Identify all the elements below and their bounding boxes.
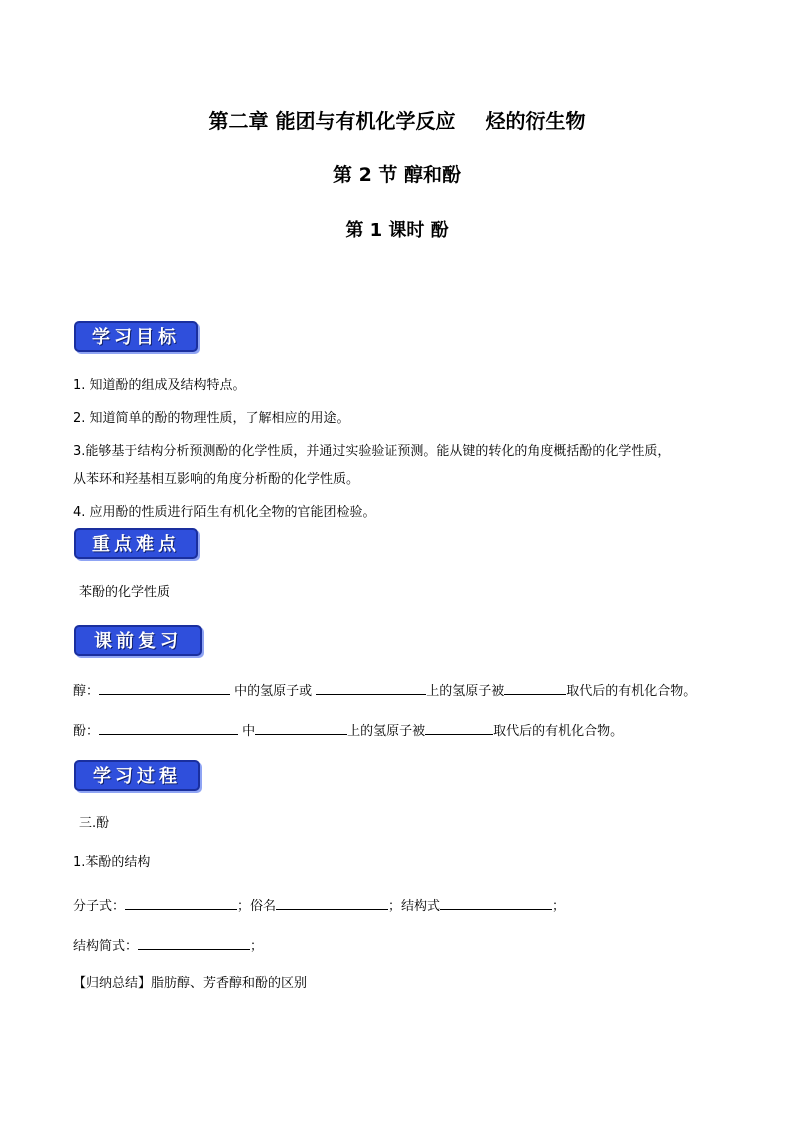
section-title: 第 2 节 醇和酚 — [332, 164, 462, 186]
blank-phenol-2[interactable] — [255, 720, 347, 735]
chapter-title-main: 第二章 能团与有机化学反应 — [208, 109, 456, 133]
alcohol-mid2: 上的氢原子被 — [426, 684, 505, 699]
formula-line — [73, 895, 565, 916]
simplified-formula-end: ； — [250, 939, 264, 954]
blank-simplified-formula[interactable] — [138, 935, 250, 950]
objective-item: 2. 知道简单的酚的物理性质，了解相应的用途。 — [73, 411, 350, 426]
key-points-badge-label: 重点难点 — [92, 534, 180, 555]
objective-item-continuation: 从苯环和羟基相互影响的角度分析酚的化学性质。 — [73, 472, 360, 487]
objectives-badge — [74, 321, 198, 352]
structural-formula-label: ；结构式 — [388, 899, 441, 914]
blank-phenol-3[interactable] — [425, 720, 493, 735]
key-points-badge — [74, 528, 198, 559]
summary-heading: 【归纳总结】脂肪醇、芳香醇和酚的区别 — [73, 976, 308, 991]
objective-item: 1. 知道酚的组成及结构特点。 — [73, 378, 246, 393]
blank-phenol-1[interactable] — [99, 720, 238, 735]
lesson-title: 第 1 课时 酚 — [345, 220, 449, 241]
common-name-label: ；俗名 — [237, 899, 277, 914]
process-badge-label: 学习过程 — [93, 766, 181, 787]
formula-line-end: ； — [552, 899, 566, 914]
phenol-tail: 取代后的有机化合物。 — [493, 724, 624, 739]
review-phenol-line — [73, 720, 623, 741]
alcohol-mid1: 中的氢原子或 — [230, 684, 317, 699]
blank-alcohol-2[interactable] — [316, 680, 426, 695]
review-alcohol-line — [73, 680, 696, 701]
alcohol-lead: 醇： — [73, 684, 100, 699]
simplified-formula-line — [73, 935, 263, 956]
blank-alcohol-1[interactable] — [99, 680, 230, 695]
objective-item: 3.能够基于结构分析预测酚的化学性质，并通过实验验证预测。能从键的转化的角度概括酚的化学性质， — [73, 444, 671, 459]
alcohol-tail: 取代后的有机化合物。 — [566, 684, 697, 699]
key-points-text: 苯酚的化学性质 — [79, 585, 171, 600]
chapter-title — [0, 105, 794, 134]
objectives-badge-label: 学习目标 — [92, 327, 180, 348]
phenol-mid2: 上的氢原子被 — [347, 724, 426, 739]
process-badge — [74, 760, 200, 791]
objective-item: 4. 应用酚的性质进行陌生有机化全物的官能团检验。 — [73, 505, 376, 520]
phenol-mid1: 中 — [238, 724, 256, 739]
chapter-title-sub: 烃的衍生物 — [485, 109, 586, 133]
blank-structural-formula[interactable] — [440, 895, 552, 910]
review-badge-label: 课前复习 — [94, 631, 182, 652]
molecular-formula-label: 分子式： — [73, 899, 126, 914]
phenol-lead: 酚： — [73, 724, 100, 739]
process-heading: 三.酚 — [79, 816, 110, 831]
simplified-formula-label: 结构简式： — [73, 939, 139, 954]
blank-common-name[interactable] — [276, 895, 388, 910]
blank-alcohol-3[interactable] — [504, 680, 566, 695]
review-badge — [74, 625, 202, 656]
blank-molecular-formula[interactable] — [125, 895, 237, 910]
process-sub-heading: 1.苯酚的结构 — [73, 855, 151, 870]
